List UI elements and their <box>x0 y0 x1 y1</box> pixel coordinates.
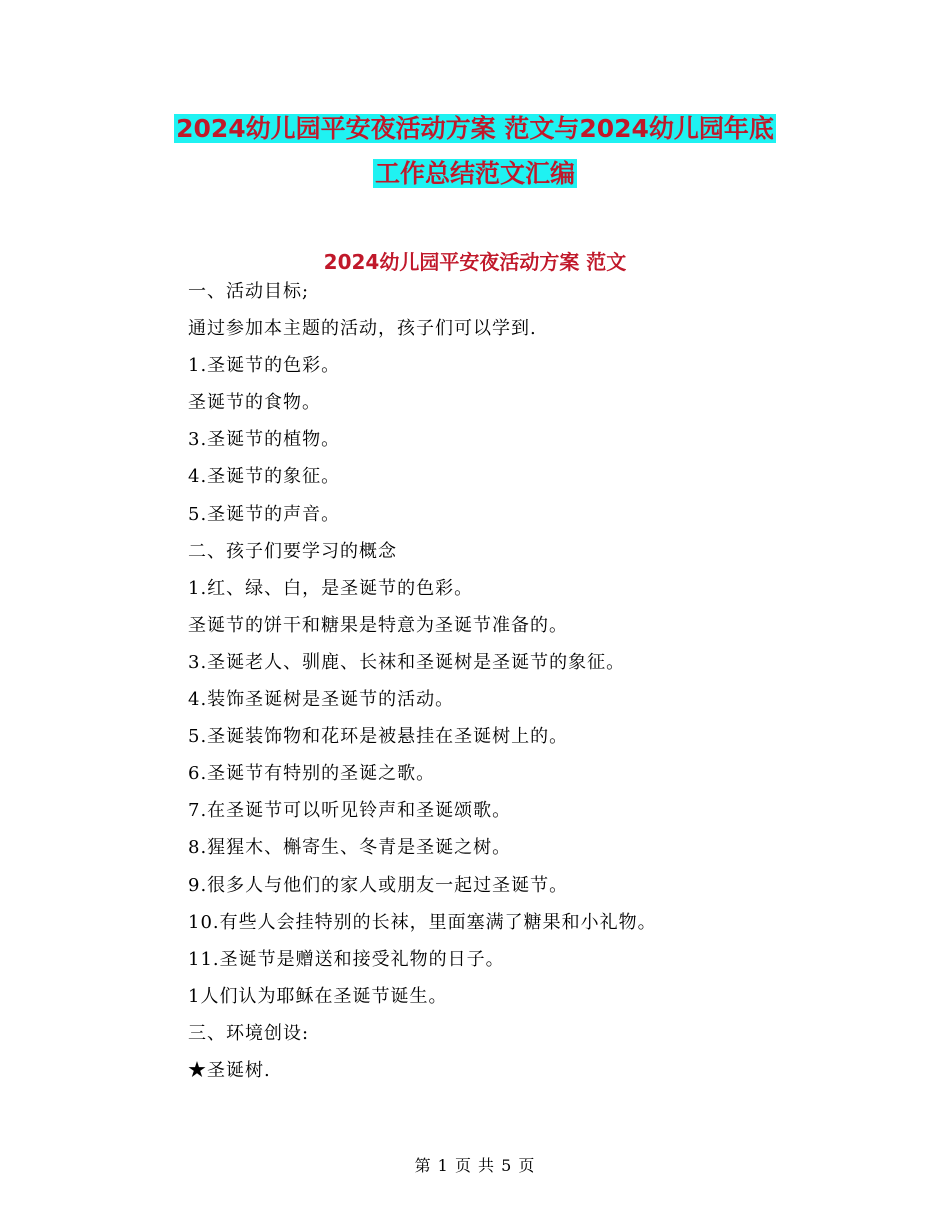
body-line: 1.圣诞节的色彩。 <box>188 355 341 377</box>
body-line: 7.在圣诞节可以听见铃声和圣诞颂歌。 <box>188 800 512 822</box>
page-footer: 第 1 页 共 5 页 <box>414 1156 536 1175</box>
document-title-text-1: 2024幼儿园平安夜活动方案 范文与2024幼儿园年底 <box>176 114 774 143</box>
body-line: 圣诞节的饼干和糖果是特意为圣诞节准备的。 <box>188 614 568 636</box>
body-line: 二、孩子们要学习的概念 <box>188 540 397 562</box>
body-line: 11.圣诞节是赠送和接受礼物的日子。 <box>188 948 505 970</box>
body-line: 3.圣诞老人、驯鹿、长袜和圣诞树是圣诞节的象征。 <box>188 651 626 673</box>
body-line: 5.圣诞节的声音。 <box>188 503 341 525</box>
body-line: 4.装饰圣诞树是圣诞节的活动。 <box>188 689 455 711</box>
body-line: 5.圣诞装饰物和花环是被悬挂在圣诞树上的。 <box>188 726 569 748</box>
body-line: 三、环境创设: <box>188 1022 310 1044</box>
body-line: 一、活动目标; <box>188 281 310 302</box>
body-line: ★圣诞树. <box>188 1059 271 1081</box>
body-line: 1人们认为耶稣在圣诞节诞生。 <box>188 985 448 1007</box>
body-line: 9.很多人与他们的家人或朋友一起过圣诞节。 <box>188 874 569 896</box>
document-title-text-2: 工作总结范文汇编 <box>374 159 575 188</box>
body-line: 通过参加本主题的活动，孩子们可以学到. <box>188 318 537 340</box>
section-title: 2024幼儿园平安夜活动方案 范文 <box>323 250 627 274</box>
body-line: 10.有些人会挂特别的长袜，里面塞满了糖果和小礼物。 <box>188 911 657 933</box>
document-title-line-1 <box>0 106 950 152</box>
body-line: 4.圣诞节的象征。 <box>188 466 341 488</box>
document-title-line-2 <box>0 151 950 197</box>
body-line: 8.猩猩木、槲寄生、冬青是圣诞之树。 <box>188 837 512 859</box>
body-line: 圣诞节的食物。 <box>188 392 321 414</box>
body-line: 6.圣诞节有特别的圣诞之歌。 <box>188 763 436 785</box>
body-line: 1.红、绿、白，是圣诞节的色彩。 <box>188 577 474 599</box>
body-line: 3.圣诞节的植物。 <box>188 429 341 451</box>
document-body <box>188 273 828 1089</box>
